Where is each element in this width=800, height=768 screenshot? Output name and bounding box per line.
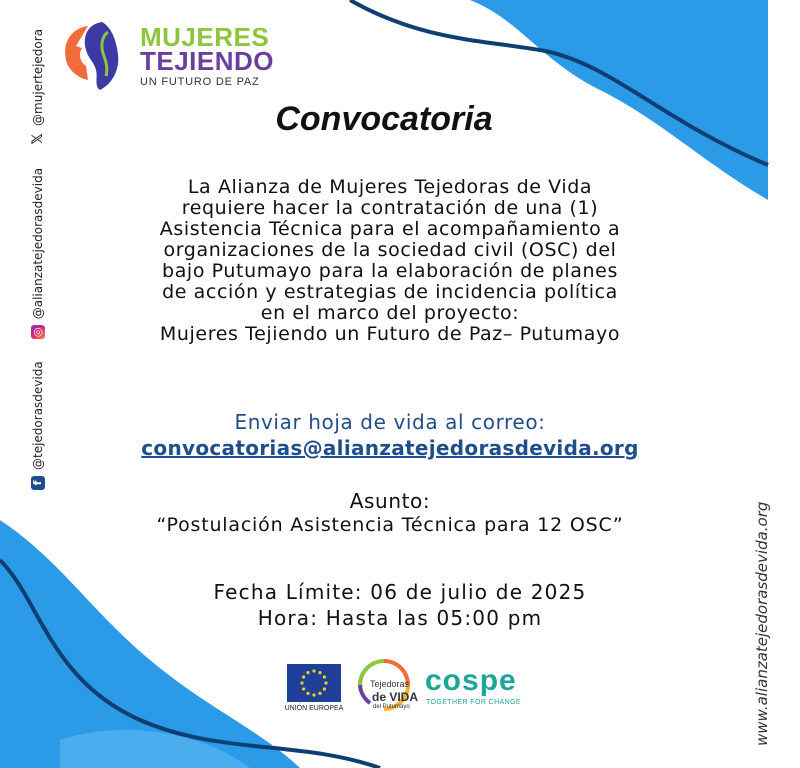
contact-instruction: Enviar hoja de vida al correo: [234,410,546,434]
x-handle[interactable]: @mujertejedora [31,28,45,126]
deadline-time: Hora: Hasta las 05:00 pm [257,606,543,630]
eu-flag-icon [287,664,341,702]
page-title: Convocatoria [275,100,493,138]
deadline-date: Fecha Límite: 06 de julio de 2025 [213,580,587,604]
body-line: requiere hacer la contratación de una (1) [181,197,599,219]
body-line: de acción y estrategias de incidencia política [162,281,618,303]
logo-title-line1: MUJERES [140,22,270,52]
social-handles [31,29,45,490]
body-line: Asistencia Técnica para el acompañamiento a [159,218,621,240]
tejedoras-line1: Tejedoras [370,679,410,689]
body-line: Mujeres Tejiendo un Futuro de Paz– Putumayo [159,323,621,345]
women-profile-icon [58,18,138,92]
body-line: La Alianza de Mujeres Tejedoras de Vida [187,176,593,198]
tejedoras-line3: del Putumayo [373,704,410,710]
logo-title-line2: TEJIENDO [140,46,275,76]
subject-value: “Postulación Asistencia Técnica para 12 OSC” [156,514,624,536]
logo-subtitle: UN FUTURO DE PAZ [140,76,260,88]
body-line: bajo Putumayo para la elaboración de planes [162,260,618,282]
bottom-left-wave [0,520,300,768]
subject-label: Asunto: [349,489,431,513]
tejedoras-line2: de VIDA [372,690,419,704]
facebook-icon[interactable]: f [31,476,45,490]
facebook-handle[interactable]: @tejedorasdevida [31,361,45,470]
cospe-logo: cospe [425,664,517,697]
announcement-body [70,177,710,345]
email-link[interactable]: convocatorias@alianzatejedorasdevida.org [141,436,639,460]
cospe-tagline: TOGETHER FOR CHANGE [426,699,521,706]
body-line: en el marco del proyecto: [260,302,520,324]
eu-label: UNIÓN EUROPEA [284,705,344,712]
instagram-icon[interactable]: ◎ [31,325,45,339]
body-line: organizaciones de la sociedad civil (OSC) del [163,239,617,261]
website-url[interactable]: www.alianzatejedorasdevida.org [753,501,771,746]
x-icon[interactable]: 𝕏 [30,133,46,145]
instagram-handle[interactable]: @alianzatejedorasdevida [31,167,45,320]
